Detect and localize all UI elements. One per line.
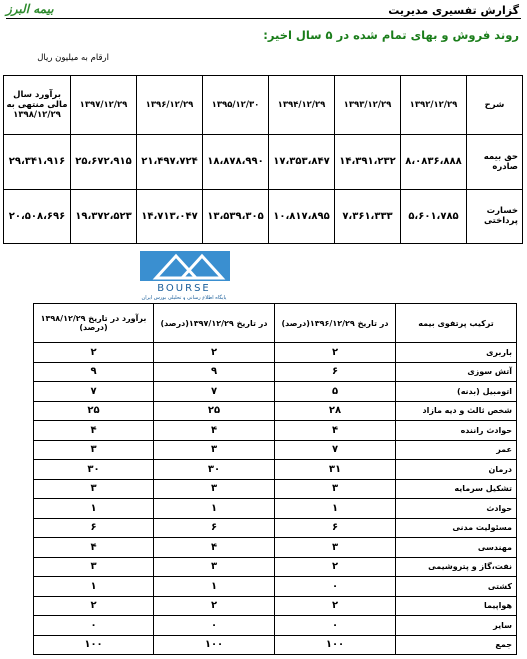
table-cell: ۳ bbox=[154, 440, 275, 460]
table-cell: ۶ bbox=[154, 518, 275, 538]
column-header: برآورد سال مالی منتهی به ۱۳۹۸/۱۲/۲۹ bbox=[4, 76, 71, 135]
table-header-row bbox=[34, 304, 517, 343]
row-label: شخص ثالث و دیه مازاد bbox=[396, 401, 517, 421]
table-cell: ۱۴،۷۱۳،۰۴۷ bbox=[137, 189, 203, 244]
row-label: آتش سوزی bbox=[396, 362, 517, 382]
table-cell: ۱ bbox=[34, 499, 154, 519]
table-cell: ۲ bbox=[275, 596, 396, 616]
table-cell: ۳۱ bbox=[275, 460, 396, 480]
document-title: گزارش تفسیری مدیریت bbox=[388, 4, 519, 17]
row-label: حوادث bbox=[396, 499, 517, 519]
row-label: نفت،گاز و پتروشیمی bbox=[396, 557, 517, 577]
table-cell: ۶ bbox=[275, 518, 396, 538]
table-cell: ۳۰ bbox=[154, 460, 275, 480]
table-cell: ۲۹،۳۴۱،۹۱۶ bbox=[4, 135, 71, 190]
row-label: مهندسی bbox=[396, 538, 517, 558]
table-cell: ۶ bbox=[34, 518, 154, 538]
table-cell: ۰ bbox=[275, 616, 396, 636]
table-cell: ۷ bbox=[34, 382, 154, 402]
table-row bbox=[34, 440, 517, 460]
row-label: کشتی bbox=[396, 577, 517, 597]
table-cell: ۷ bbox=[275, 440, 396, 460]
bourse-logo bbox=[126, 250, 242, 300]
table-row bbox=[34, 596, 517, 616]
table-row bbox=[34, 460, 517, 480]
table-cell: ۲۸ bbox=[275, 401, 396, 421]
table-cell: ۶ bbox=[275, 362, 396, 382]
row-label: عمر bbox=[396, 440, 517, 460]
table-cell: ۱۴،۳۹۱،۲۳۲ bbox=[335, 135, 401, 190]
table-row bbox=[34, 557, 517, 577]
table-cell: ۰ bbox=[154, 616, 275, 636]
table-cell: ۱ bbox=[154, 577, 275, 597]
table-row bbox=[34, 538, 517, 558]
column-header: شرح bbox=[467, 76, 523, 135]
table-cell: ۱۰۰ bbox=[34, 635, 154, 655]
table-row bbox=[34, 499, 517, 519]
table-cell: ۱۰،۸۱۷،۸۹۵ bbox=[269, 189, 335, 244]
table-cell: ۰ bbox=[34, 616, 154, 636]
bourse-logo-tagline: پایگاه اطلاع رسانی و تحلیلی بورس ایران bbox=[141, 295, 227, 300]
column-header: در تاریخ ۱۳۹۶/۱۲/۲۹(درصد) bbox=[275, 304, 396, 343]
row-label: جمع bbox=[396, 635, 517, 655]
section-title: روند فروش و بهای تمام شده در ۵ سال اخیر: bbox=[263, 28, 519, 42]
row-label: حوادث راننده bbox=[396, 421, 517, 441]
table-cell: ۵،۶۰۱،۷۸۵ bbox=[401, 189, 467, 244]
bourse-logo-name: BOURSE bbox=[157, 283, 211, 294]
table-cell: ۳ bbox=[34, 479, 154, 499]
table-cell: ۳ bbox=[154, 479, 275, 499]
table-cell: ۲ bbox=[275, 343, 396, 363]
table-cell: ۲۱،۴۹۷،۷۲۴ bbox=[137, 135, 203, 190]
sales-cost-table bbox=[3, 75, 523, 244]
table-cell: ۲ bbox=[34, 343, 154, 363]
table-row bbox=[34, 362, 517, 382]
table-cell: ۱۹،۳۷۲،۵۲۳ bbox=[71, 189, 137, 244]
table-cell: ۳ bbox=[34, 440, 154, 460]
table-cell: ۳ bbox=[275, 538, 396, 558]
table-cell: ۲۰،۵۰۸،۶۹۶ bbox=[4, 189, 71, 244]
table-cell: ۳ bbox=[275, 479, 396, 499]
column-header: ترکیب پرتفوی بیمه bbox=[396, 304, 517, 343]
table-row bbox=[34, 421, 517, 441]
column-header: برآورد در تاریخ ۱۳۹۸/۱۲/۲۹ (درصد) bbox=[34, 304, 154, 343]
row-label: هواپیما bbox=[396, 596, 517, 616]
portfolio-composition-table bbox=[33, 303, 517, 655]
column-header: ۱۳۹۷/۱۲/۲۹ bbox=[71, 76, 137, 135]
table-cell: ۲۵ bbox=[34, 401, 154, 421]
table-row bbox=[34, 479, 517, 499]
table-cell: ۱ bbox=[275, 499, 396, 519]
table-cell: ۴ bbox=[34, 421, 154, 441]
column-header: ۱۳۹۵/۱۲/۳۰ bbox=[203, 76, 269, 135]
table-cell: ۱۰۰ bbox=[275, 635, 396, 655]
row-label: اتومبیل (بدنه) bbox=[396, 382, 517, 402]
row-label: درمان bbox=[396, 460, 517, 480]
table-cell: ۸،۰۸۳۶،۸۸۸ bbox=[401, 135, 467, 190]
table-cell: ۲۵،۶۷۲،۹۱۵ bbox=[71, 135, 137, 190]
table-cell: ۰ bbox=[275, 577, 396, 597]
table-cell: ۱۰۰ bbox=[154, 635, 275, 655]
column-header: ۱۳۹۲/۱۲/۲۹ bbox=[401, 76, 467, 135]
row-label: مسئولیت مدنی bbox=[396, 518, 517, 538]
table-cell: ۴ bbox=[34, 538, 154, 558]
table-cell: ۴ bbox=[275, 421, 396, 441]
table-header-row bbox=[4, 76, 523, 135]
company-logo: بیمه البرز bbox=[6, 2, 54, 16]
table-cell: ۲ bbox=[275, 557, 396, 577]
table-cell: ۹ bbox=[154, 362, 275, 382]
row-label: تشکیل سرمایه bbox=[396, 479, 517, 499]
column-header: ۱۳۹۳/۱۲/۲۹ bbox=[335, 76, 401, 135]
row-label: سایر bbox=[396, 616, 517, 636]
table-row bbox=[34, 635, 517, 655]
table-cell: ۲ bbox=[154, 343, 275, 363]
table-row bbox=[34, 518, 517, 538]
row-label: حق بیمه صادره bbox=[467, 135, 523, 190]
header-divider bbox=[6, 18, 521, 19]
table-cell: ۴ bbox=[154, 421, 275, 441]
table-cell: ۱۳،۵۳۹،۳۰۵ bbox=[203, 189, 269, 244]
table-row bbox=[34, 382, 517, 402]
column-header: در تاریخ ۱۳۹۷/۱۲/۲۹(درصد) bbox=[154, 304, 275, 343]
table-row bbox=[34, 343, 517, 363]
table-row bbox=[34, 401, 517, 421]
table-cell: ۱۸،۸۷۸،۹۹۰ bbox=[203, 135, 269, 190]
table-cell: ۹ bbox=[34, 362, 154, 382]
table-cell: ۷،۳۶۱،۳۳۳ bbox=[335, 189, 401, 244]
table-cell: ۴ bbox=[154, 538, 275, 558]
unit-note: ارقام به میلیون ریال bbox=[37, 53, 109, 63]
table-cell: ۱۷،۳۵۳،۸۴۷ bbox=[269, 135, 335, 190]
table-cell: ۵ bbox=[275, 382, 396, 402]
table-cell: ۱ bbox=[154, 499, 275, 519]
table-row bbox=[34, 616, 517, 636]
row-label: خسارت پرداختی bbox=[467, 189, 523, 244]
table-cell: ۱ bbox=[34, 577, 154, 597]
table-cell: ۳ bbox=[154, 557, 275, 577]
column-header: ۱۳۹۶/۱۲/۲۹ bbox=[137, 76, 203, 135]
table-row bbox=[4, 189, 523, 244]
table-cell: ۳۰ bbox=[34, 460, 154, 480]
table-cell: ۲۵ bbox=[154, 401, 275, 421]
table-cell: ۳ bbox=[34, 557, 154, 577]
table-row bbox=[34, 577, 517, 597]
table-row bbox=[4, 135, 523, 190]
column-header: ۱۳۹۴/۱۲/۲۹ bbox=[269, 76, 335, 135]
row-label: باربری bbox=[396, 343, 517, 363]
table-cell: ۲ bbox=[34, 596, 154, 616]
table-cell: ۷ bbox=[154, 382, 275, 402]
table-cell: ۲ bbox=[154, 596, 275, 616]
